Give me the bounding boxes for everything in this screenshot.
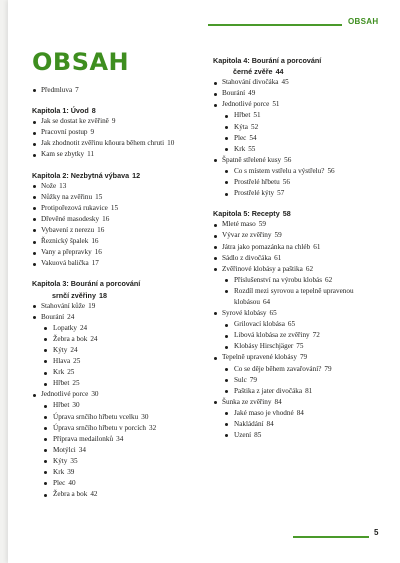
toc-entry[interactable]: Jednotlivé porce 51 <box>213 99 393 110</box>
book-page <box>8 0 400 563</box>
toc-subentry[interactable]: Prostřelé kýty 57 <box>213 188 393 199</box>
toc-entry[interactable]: Stahování divočáka 45 <box>213 77 393 88</box>
toc-subentry[interactable]: Žebra a bok 24 <box>32 334 210 345</box>
toc-subentry[interactable]: Rozdíl mezi syrovou a tepelně upravenou klobásou 64 <box>213 286 393 308</box>
toc-subentry[interactable]: Krk 55 <box>213 144 393 155</box>
toc-subentry[interactable]: Nakládání 84 <box>213 419 393 430</box>
toc-subentry[interactable]: Žebra a bok 42 <box>32 489 210 500</box>
toc-chapter-5[interactable]: Kapitola 5: Recepty 58 <box>213 209 291 219</box>
toc-subentry[interactable]: Co se děje během zavařování? 79 <box>213 364 393 375</box>
toc-entry[interactable]: Špatně střelené kusy 56 <box>213 155 393 166</box>
toc-subentry[interactable]: Hřbet 30 <box>32 400 210 411</box>
toc-entry[interactable]: Stahování kůže 19 <box>32 301 210 312</box>
toc-subentry[interactable]: Paštika z jater divočáka 81 <box>213 386 393 397</box>
toc-entry[interactable]: Játra jako pomazánka na chléb 61 <box>213 242 393 253</box>
toc-subentry[interactable]: Kýty 24 <box>32 345 210 356</box>
toc-entry[interactable]: Zvěřinové klobásy a paštika 62 <box>213 264 393 275</box>
toc-entry[interactable]: Předmluva 7 <box>32 85 210 96</box>
toc-subentry[interactable]: Kýty 35 <box>32 456 210 467</box>
toc-entry[interactable]: Protipořezová rukavice 15 <box>32 203 210 214</box>
toc-entry[interactable]: Jak se dostat ke zvěřině 9 <box>32 116 210 127</box>
footer-rule <box>293 536 369 538</box>
toc-subentry[interactable]: Plec 40 <box>32 478 210 489</box>
toc-chapter-2[interactable]: Kapitola 2: Nezbytná výbava 12 <box>32 170 141 180</box>
toc-subentry[interactable]: Jaké maso je vhodné 84 <box>213 408 393 419</box>
header-rule <box>208 24 342 26</box>
toc-entry[interactable]: Syrové klobásy 65 <box>213 308 393 319</box>
toc-subentry[interactable]: Plec 54 <box>213 133 393 144</box>
toc-subentry[interactable]: Prostřelé hřbetu 56 <box>213 177 393 188</box>
toc-subentry[interactable]: Motýlci 34 <box>32 445 210 456</box>
toc-entry[interactable]: Vany a přepravky 16 <box>32 247 210 258</box>
toc-subentry[interactable]: Hlava 25 <box>32 356 210 367</box>
toc-entry[interactable]: Jednotlivé porce 30 <box>32 389 210 400</box>
toc-entry[interactable]: Vývar ze zvěřiny 59 <box>213 230 393 241</box>
toc-entry[interactable]: Sádlo z divočáka 61 <box>213 253 393 264</box>
toc-subentry[interactable]: Grilovací klobása 65 <box>213 319 393 330</box>
toc-subentry[interactable]: Úprava srnčího hřbetu vcelku 30 <box>32 412 210 423</box>
toc-entry[interactable]: Vakuová balička 17 <box>32 258 210 269</box>
toc-subentry[interactable]: Krk 39 <box>32 467 210 478</box>
toc-entry[interactable]: Tepelně upravené klobásy 79 <box>213 352 393 363</box>
running-header: OBSAH <box>348 17 379 26</box>
toc-subentry[interactable]: Hřbet 25 <box>32 378 210 389</box>
toc-entry[interactable]: Nůžky na zvěřinu 15 <box>32 192 210 203</box>
toc-subentry[interactable]: Hřbet 51 <box>213 110 393 121</box>
toc-subentry[interactable]: Příprava medailonků 34 <box>32 434 210 445</box>
toc-entry[interactable]: Šunka ze zvěřiny 84 <box>213 397 393 408</box>
toc-entry[interactable]: Dřevěné masodesky 16 <box>32 214 210 225</box>
toc-chapter-3[interactable]: Kapitola 3: Bourání a porcování srnčí zvěřiny 18 <box>32 279 141 300</box>
toc-entry[interactable]: Mleté maso 59 <box>213 219 393 230</box>
toc-subentry[interactable]: Klobásy Hirschjäger 75 <box>213 341 393 352</box>
toc-entry[interactable]: Pracovní postup 9 <box>32 127 210 138</box>
toc-subentry[interactable]: Uzení 85 <box>213 430 393 441</box>
toc-subentry[interactable]: Kýta 52 <box>213 122 393 133</box>
toc-subentry[interactable]: Úprava srnčího hřbetu v porcích 32 <box>32 423 210 434</box>
toc-entry[interactable]: Jak zhodnotit zvěřinu kňoura během chruti 10 <box>32 138 210 149</box>
toc-entry[interactable]: Bourání 24 <box>32 312 210 323</box>
toc-subentry[interactable]: Co s místem vstřelu a výstřelu? 56 <box>213 166 393 177</box>
toc-subentry[interactable]: Libová klobása ze zvěřiny 72 <box>213 330 393 341</box>
toc-subentry[interactable]: Lopatky 24 <box>32 323 210 334</box>
toc-entry[interactable]: Vybavení z nerezu 16 <box>32 225 210 236</box>
toc-subentry[interactable]: Sulc 79 <box>213 375 393 386</box>
toc-entry[interactable]: Bourání 49 <box>213 88 393 99</box>
toc-entry[interactable]: Řeznický špalek 16 <box>32 236 210 247</box>
toc-entry[interactable]: Nože 13 <box>32 181 210 192</box>
toc-chapter-4[interactable]: Kapitola 4: Bourání a porcování černé zvěře 44 <box>213 56 322 77</box>
toc-right-column <box>213 55 393 441</box>
page-title: OBSAH <box>32 48 130 76</box>
toc-left-column <box>32 85 210 500</box>
page-number: 5 <box>374 528 379 537</box>
toc-subentry[interactable]: Krk 25 <box>32 367 210 378</box>
toc-subentry[interactable]: Příslušenství na výrobu klobás 62 <box>213 275 393 286</box>
toc-chapter-1[interactable]: Kapitola 1: Úvod 8 <box>32 106 96 116</box>
toc-entry[interactable]: Kam se zbytky 11 <box>32 149 210 160</box>
